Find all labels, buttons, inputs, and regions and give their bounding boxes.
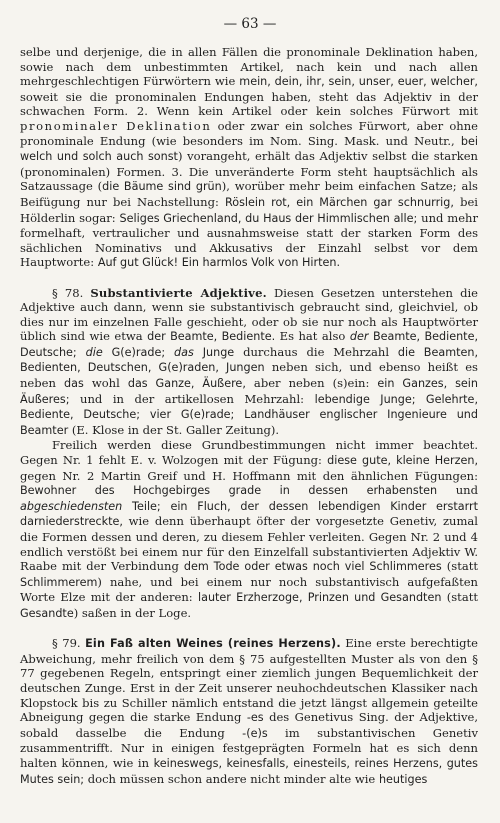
text-run: Freilich werden diese Grundbestimmungen nicht immer beachtet. Gegen Nr. 1 fehlt E. v. Wolzogen mit der Fügung: <box>20 438 478 468</box>
example-run: der Beamte, Bediente. <box>147 330 276 344</box>
example-run: Bewohner des Hochgebirges grade in dessen erhabensten <box>20 484 438 498</box>
section-number: § 78. <box>52 285 91 300</box>
paragraph-rules <box>20 45 478 271</box>
section-heading: Substantivierte Adjektive. <box>90 285 267 300</box>
example-run: Junge <box>202 345 235 359</box>
text-run <box>103 345 112 359</box>
text-run: (statt <box>441 559 478 574</box>
example-run: heutiges <box>378 772 428 786</box>
example-run: die <box>85 345 103 359</box>
example-run: ein Ganzes, sein Äußeres; <box>20 377 479 406</box>
example-run: diese gute, kleine Herzen, <box>327 454 479 468</box>
example-run: das <box>63 377 84 391</box>
text-run: wohl <box>83 376 128 391</box>
example-run: G(e)rade; <box>111 345 166 359</box>
section-heading: Ein Faß alten Weines (reines Herzens). <box>85 637 341 651</box>
example-run: das <box>174 345 194 359</box>
paragraph-exceptions <box>20 438 478 621</box>
example-run: lebendige Junge; Gelehrte, Bediente, Deutsche; vier G(e)rade; Landhäuser englischer Ingenieure und Beamter <box>20 392 478 437</box>
example-run: Röslein rot, ein Märchen gar schnurrig, <box>224 195 454 209</box>
example-run: Seliges Griechenland, du Haus der Himmlischen alle; <box>119 211 418 225</box>
text-run: durchaus die Mehrzahl <box>234 344 398 359</box>
text-run: Eine erste berechtigte Abweichung, mehr freilich von dem § 75 aufgestellten Muster als von den § 77 gegebenen Regeln, entspringt einer ziemlich jungen Bequemlichkeit der deutschen Zunge. Erst in der Zeit unserer neuhochdeutschen Klassiker nach Klopstock bis zu Schiller nämlich entstand die jetzt längst allgemein geteilte Abneigung gegen die starke Endung <box>20 636 478 725</box>
text-run: und mehr formelhaft, vertraulicher und ausnahmsweise statt der starken Form des sächlichen Nominativs und Akkusativs der Einzahl selbst vor dem Hauptworte: <box>20 210 478 270</box>
example-run: Gesandte <box>20 606 74 620</box>
example-run: -es <box>246 711 264 725</box>
example-run: mein, dein, ihr, sein, unser, euer, welcher, <box>239 75 478 89</box>
text-run: soweit sie die pronominalen Endungen haben, steht das Adjektiv in der schwachen Form. 2. Wenn kein Artikel oder kein solches Fürwort mit <box>20 89 478 119</box>
text-run: und <box>437 483 479 498</box>
example-run: keineswegs, keinesfalls, einesteils, reines Herzens, gutes Mutes sein; <box>20 756 478 786</box>
text-run: oder zwar ein solches Fürwort, aber ohne pronominale Endung (wie besonders im Nom. Sing. Mask. und Neutr., <box>20 118 478 148</box>
example-run: Auf gut Glück! Ein harmlos Volk von Hirten. <box>97 256 341 270</box>
paragraph-section-79 <box>20 636 478 787</box>
text-run <box>194 345 203 359</box>
text-run <box>165 345 174 359</box>
text-run: (statt <box>441 590 478 605</box>
example-run: Teile; ein Fluch, der dessen lebendigen Kinder erstarrt darniederstreckte, <box>20 499 478 529</box>
example-run: bei welch und solch auch sonst <box>20 134 478 164</box>
text-run: ) saßen in der Loge. <box>73 605 192 620</box>
body-text <box>20 45 478 787</box>
text-run: Diesen Gesetzen unterstehen die Adjektive auch dann, wenn sie substantivisch gebraucht sind, gleichviel, ob dies nur im einzelnen Falle geschieht, oder ob sie nur noch als Hauptwörter üblich sind wie etwa <box>20 285 478 344</box>
text-run: neben sich, und ebenso heißt es neben <box>20 360 478 391</box>
text-run: doch müssen schon andere nicht minder alte wie <box>84 771 379 786</box>
example-run: Beamte, Bediente, Deutsche; <box>20 330 479 359</box>
text-run: ) vorangeht, erhält das Adjektiv selbst die starken (pronominalen) Formen. 3. Die unveränderte Form steht hauptsächlich als Satzaussage ( <box>20 149 478 194</box>
example-run: die Beamten, Bedienten, Deutschen, G(e)raden, Jungen <box>20 345 479 375</box>
text-run <box>77 345 86 359</box>
text-run: gegen Nr. 2 Martin Greif und H. Hoffmann mit den ähnlichen Fügungen: <box>20 468 478 483</box>
text-run: bei Hölderlin sogar: <box>20 194 478 225</box>
text-run: selbe und derjenige, die in allen Fällen die pronominale Deklination haben, sowie nach dem unbestimmten Artikel, nach kein und nach allen mehrgeschlechtigen Fürwörtern wie <box>20 45 478 89</box>
emphasis-run: pronominaler Deklination <box>20 118 212 133</box>
text-run: wie denn überhaupt öfter der vorgesetzte Genetiv, zumal die Formen dessen und deren, zu diesem Fehler verleiten. Gegen Nr. 2 und 4 endlich verstößt bei einem nur für den Einzelfall substantivierten Adjektiv W. Raabe mit der Verbindung <box>20 514 478 574</box>
example-run: dem Tode oder etwas noch viel Schlimmeres <box>183 560 442 574</box>
text-run: im substantivischen Genetiv zusammentrifft. Nur in einigen festgeprägten Formeln hat es sich denn halten können, wie in <box>20 725 478 770</box>
text-run: (E. Klose in der St. Galler Zeitung). <box>68 422 280 437</box>
text-run: des Genetivus Sing. der Adjektive, sobald dasselbe die Endung <box>20 710 478 740</box>
text-run: ), worüber mehr beim einfachen Satze; als Beifügung nur bei Nachstellung: <box>20 179 478 209</box>
text-run: ) nahe, und bei einem nur noch substantivisch aufgefaßten Worte Elze mit der anderen: <box>20 574 478 605</box>
example-run: das Ganze, Äußere, <box>127 377 246 391</box>
example-run: abgeschiedensten <box>20 499 123 513</box>
example-run: Schlimmerem <box>20 575 98 589</box>
text-run: Es hat also <box>275 329 350 344</box>
page-number: — 63 — <box>223 16 277 32</box>
section-number: § 79. <box>52 636 86 651</box>
text-run: und in der artikellosen Mehrzahl: <box>69 391 315 406</box>
paragraph-section-78 <box>20 286 478 439</box>
text-run: aber neben (s)ein: <box>245 376 378 391</box>
example-run: -(e)s <box>242 726 268 740</box>
example-run: lauter Erzherzoge, Prinzen und Gesandten <box>197 591 442 605</box>
example-run: die Bäume sind grün <box>102 180 222 194</box>
example-run: der <box>349 330 369 344</box>
